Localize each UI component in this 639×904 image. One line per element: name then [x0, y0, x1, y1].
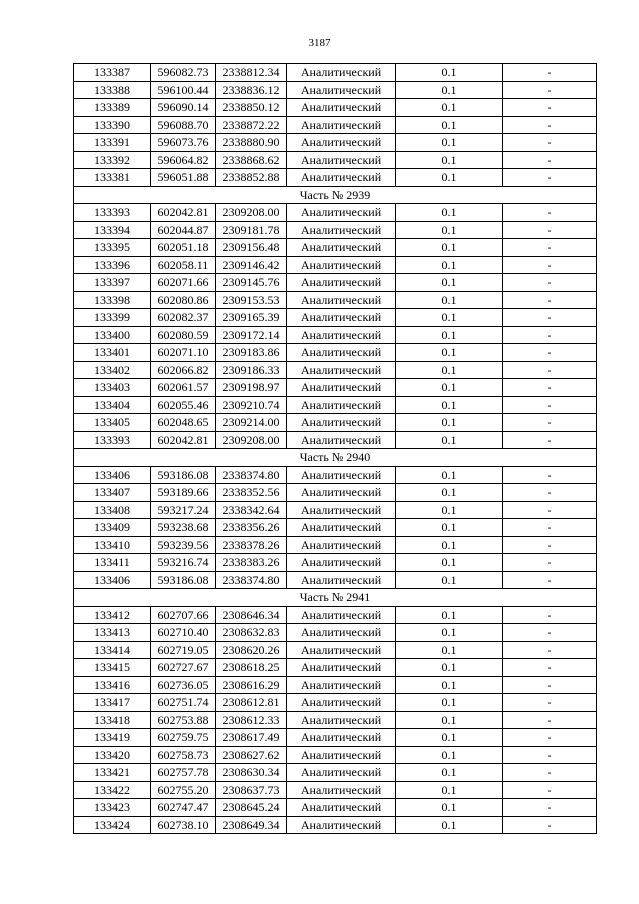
- method-cell: Аналитический: [287, 64, 396, 82]
- description-cell: -: [503, 554, 597, 572]
- x-coordinate-cell: 593186.08: [151, 571, 216, 589]
- page-number: 3187: [308, 37, 331, 49]
- description-cell: -: [503, 676, 597, 694]
- accuracy-cell: 0.1: [396, 151, 503, 169]
- method-cell: Аналитический: [287, 116, 396, 134]
- description-cell: -: [503, 291, 597, 309]
- method-cell: Аналитический: [287, 676, 396, 694]
- method-cell: Аналитический: [287, 361, 396, 379]
- point-number-cell: 133415: [74, 659, 151, 677]
- section-title: Часть № 2941: [74, 589, 597, 607]
- table-row: [74, 694, 597, 712]
- section-title: Часть № 2940: [74, 449, 597, 467]
- method-cell: Аналитический: [287, 431, 396, 449]
- table-row: [74, 99, 597, 117]
- accuracy-cell: 0.1: [396, 99, 503, 117]
- y-coordinate-cell: 2308646.34: [216, 606, 287, 624]
- method-cell: Аналитический: [287, 571, 396, 589]
- point-number-cell: 133387: [74, 64, 151, 82]
- accuracy-cell: 0.1: [396, 571, 503, 589]
- table-row: [74, 799, 597, 817]
- accuracy-cell: 0.1: [396, 309, 503, 327]
- method-cell: Аналитический: [287, 239, 396, 257]
- description-cell: -: [503, 431, 597, 449]
- x-coordinate-cell: 602710.40: [151, 624, 216, 642]
- y-coordinate-cell: 2309210.74: [216, 396, 287, 414]
- method-cell: Аналитический: [287, 221, 396, 239]
- y-coordinate-cell: 2308630.34: [216, 764, 287, 782]
- y-coordinate-cell: 2338850.12: [216, 99, 287, 117]
- accuracy-cell: 0.1: [396, 641, 503, 659]
- method-cell: Аналитический: [287, 379, 396, 397]
- point-number-cell: 133390: [74, 116, 151, 134]
- table-row: [74, 729, 597, 747]
- description-cell: -: [503, 344, 597, 362]
- y-coordinate-cell: 2308618.25: [216, 659, 287, 677]
- table-row: [74, 239, 597, 257]
- point-number-cell: 133409: [74, 519, 151, 537]
- method-cell: Аналитический: [287, 659, 396, 677]
- method-cell: Аналитический: [287, 151, 396, 169]
- method-cell: Аналитический: [287, 204, 396, 222]
- accuracy-cell: 0.1: [396, 729, 503, 747]
- description-cell: -: [503, 169, 597, 187]
- table-row: [74, 221, 597, 239]
- y-coordinate-cell: 2309208.00: [216, 204, 287, 222]
- description-cell: -: [503, 659, 597, 677]
- table-row: [74, 764, 597, 782]
- point-number-cell: 133388: [74, 81, 151, 99]
- point-number-cell: 133389: [74, 99, 151, 117]
- table-row: [74, 134, 597, 152]
- accuracy-cell: 0.1: [396, 291, 503, 309]
- x-coordinate-cell: 602042.81: [151, 431, 216, 449]
- method-cell: Аналитический: [287, 764, 396, 782]
- description-cell: -: [503, 414, 597, 432]
- y-coordinate-cell: 2308649.34: [216, 816, 287, 834]
- method-cell: Аналитический: [287, 256, 396, 274]
- point-number-cell: 133407: [74, 484, 151, 502]
- method-cell: Аналитический: [287, 746, 396, 764]
- y-coordinate-cell: 2338356.26: [216, 519, 287, 537]
- method-cell: Аналитический: [287, 466, 396, 484]
- accuracy-cell: 0.1: [396, 221, 503, 239]
- x-coordinate-cell: 602759.75: [151, 729, 216, 747]
- x-coordinate-cell: 602066.82: [151, 361, 216, 379]
- y-coordinate-cell: 2308645.24: [216, 799, 287, 817]
- description-cell: -: [503, 361, 597, 379]
- point-number-cell: 133420: [74, 746, 151, 764]
- description-cell: -: [503, 781, 597, 799]
- table-row: [74, 571, 597, 589]
- description-cell: -: [503, 519, 597, 537]
- accuracy-cell: 0.1: [396, 624, 503, 642]
- x-coordinate-cell: 596051.88: [151, 169, 216, 187]
- accuracy-cell: 0.1: [396, 361, 503, 379]
- point-number-cell: 133417: [74, 694, 151, 712]
- point-number-cell: 133381: [74, 169, 151, 187]
- table-row: [74, 204, 597, 222]
- accuracy-cell: 0.1: [396, 764, 503, 782]
- description-cell: -: [503, 99, 597, 117]
- table-row: [74, 291, 597, 309]
- method-cell: Аналитический: [287, 554, 396, 572]
- point-number-cell: 133424: [74, 816, 151, 834]
- accuracy-cell: 0.1: [396, 816, 503, 834]
- table-row: [74, 116, 597, 134]
- x-coordinate-cell: 602719.05: [151, 641, 216, 659]
- y-coordinate-cell: 2308627.62: [216, 746, 287, 764]
- table-row: [74, 396, 597, 414]
- x-coordinate-cell: 593239.56: [151, 536, 216, 554]
- table-row: [74, 536, 597, 554]
- y-coordinate-cell: 2338374.80: [216, 571, 287, 589]
- point-number-cell: 133414: [74, 641, 151, 659]
- accuracy-cell: 0.1: [396, 519, 503, 537]
- accuracy-cell: 0.1: [396, 501, 503, 519]
- method-cell: Аналитический: [287, 99, 396, 117]
- point-number-cell: 133395: [74, 239, 151, 257]
- method-cell: Аналитический: [287, 799, 396, 817]
- y-coordinate-cell: 2338836.12: [216, 81, 287, 99]
- description-cell: -: [503, 274, 597, 292]
- description-cell: -: [503, 239, 597, 257]
- point-number-cell: 133396: [74, 256, 151, 274]
- x-coordinate-cell: 602751.74: [151, 694, 216, 712]
- method-cell: Аналитический: [287, 414, 396, 432]
- description-cell: -: [503, 799, 597, 817]
- y-coordinate-cell: 2309208.00: [216, 431, 287, 449]
- x-coordinate-cell: 596082.73: [151, 64, 216, 82]
- method-cell: Аналитический: [287, 536, 396, 554]
- x-coordinate-cell: 602044.87: [151, 221, 216, 239]
- point-number-cell: 133398: [74, 291, 151, 309]
- table-row: [74, 81, 597, 99]
- accuracy-cell: 0.1: [396, 204, 503, 222]
- point-number-cell: 133392: [74, 151, 151, 169]
- point-number-cell: 133410: [74, 536, 151, 554]
- point-number-cell: 133421: [74, 764, 151, 782]
- x-coordinate-cell: 602058.11: [151, 256, 216, 274]
- accuracy-cell: 0.1: [396, 484, 503, 502]
- accuracy-cell: 0.1: [396, 746, 503, 764]
- table-row: [74, 746, 597, 764]
- point-number-cell: 133394: [74, 221, 151, 239]
- table-row: [74, 554, 597, 572]
- description-cell: -: [503, 204, 597, 222]
- accuracy-cell: 0.1: [396, 431, 503, 449]
- description-cell: -: [503, 396, 597, 414]
- x-coordinate-cell: 602051.18: [151, 239, 216, 257]
- point-number-cell: 133402: [74, 361, 151, 379]
- description-cell: -: [503, 134, 597, 152]
- point-number-cell: 133418: [74, 711, 151, 729]
- accuracy-cell: 0.1: [396, 711, 503, 729]
- y-coordinate-cell: 2338378.26: [216, 536, 287, 554]
- point-number-cell: 133408: [74, 501, 151, 519]
- x-coordinate-cell: 602082.37: [151, 309, 216, 327]
- accuracy-cell: 0.1: [396, 676, 503, 694]
- x-coordinate-cell: 593189.66: [151, 484, 216, 502]
- accuracy-cell: 0.1: [396, 256, 503, 274]
- point-number-cell: 133399: [74, 309, 151, 327]
- table-row: [74, 256, 597, 274]
- y-coordinate-cell: 2308620.26: [216, 641, 287, 659]
- accuracy-cell: 0.1: [396, 81, 503, 99]
- method-cell: Аналитический: [287, 816, 396, 834]
- y-coordinate-cell: 2308612.81: [216, 694, 287, 712]
- point-number-cell: 133397: [74, 274, 151, 292]
- y-coordinate-cell: 2338852.88: [216, 169, 287, 187]
- point-number-cell: 133416: [74, 676, 151, 694]
- accuracy-cell: 0.1: [396, 379, 503, 397]
- y-coordinate-cell: 2338812.34: [216, 64, 287, 82]
- table-row: [74, 379, 597, 397]
- y-coordinate-cell: 2309156.48: [216, 239, 287, 257]
- table-row: [74, 711, 597, 729]
- x-coordinate-cell: 596064.82: [151, 151, 216, 169]
- point-number-cell: 133423: [74, 799, 151, 817]
- description-cell: -: [503, 816, 597, 834]
- y-coordinate-cell: 2309146.42: [216, 256, 287, 274]
- description-cell: -: [503, 571, 597, 589]
- x-coordinate-cell: 602755.20: [151, 781, 216, 799]
- x-coordinate-cell: 602736.05: [151, 676, 216, 694]
- x-coordinate-cell: 602747.47: [151, 799, 216, 817]
- coordinates-table: [73, 63, 597, 834]
- description-cell: -: [503, 256, 597, 274]
- table-row: [74, 816, 597, 834]
- table-row: [74, 484, 597, 502]
- method-cell: Аналитический: [287, 291, 396, 309]
- point-number-cell: 133419: [74, 729, 151, 747]
- y-coordinate-cell: 2309153.53: [216, 291, 287, 309]
- table-row: [74, 169, 597, 187]
- method-cell: Аналитический: [287, 326, 396, 344]
- description-cell: -: [503, 501, 597, 519]
- description-cell: -: [503, 729, 597, 747]
- point-number-cell: 133403: [74, 379, 151, 397]
- x-coordinate-cell: 593217.24: [151, 501, 216, 519]
- accuracy-cell: 0.1: [396, 274, 503, 292]
- table-row: [74, 466, 597, 484]
- accuracy-cell: 0.1: [396, 466, 503, 484]
- method-cell: Аналитический: [287, 519, 396, 537]
- table-row: [74, 414, 597, 432]
- method-cell: Аналитический: [287, 694, 396, 712]
- table-row: [74, 781, 597, 799]
- description-cell: -: [503, 641, 597, 659]
- point-number-cell: 133412: [74, 606, 151, 624]
- description-cell: -: [503, 484, 597, 502]
- table-row: [74, 151, 597, 169]
- x-coordinate-cell: 596100.44: [151, 81, 216, 99]
- x-coordinate-cell: 602071.10: [151, 344, 216, 362]
- point-number-cell: 133422: [74, 781, 151, 799]
- accuracy-cell: 0.1: [396, 64, 503, 82]
- x-coordinate-cell: 593238.68: [151, 519, 216, 537]
- table-row: [74, 519, 597, 537]
- y-coordinate-cell: 2338352.56: [216, 484, 287, 502]
- accuracy-cell: 0.1: [396, 169, 503, 187]
- table-row: [74, 431, 597, 449]
- section-title: Часть № 2939: [74, 186, 597, 204]
- x-coordinate-cell: 602707.66: [151, 606, 216, 624]
- description-cell: -: [503, 466, 597, 484]
- description-cell: -: [503, 764, 597, 782]
- point-number-cell: 133406: [74, 466, 151, 484]
- x-coordinate-cell: 602042.81: [151, 204, 216, 222]
- table-row: [74, 309, 597, 327]
- method-cell: Аналитический: [287, 729, 396, 747]
- description-cell: -: [503, 694, 597, 712]
- accuracy-cell: 0.1: [396, 694, 503, 712]
- table-row: [74, 326, 597, 344]
- x-coordinate-cell: 602757.78: [151, 764, 216, 782]
- description-cell: -: [503, 81, 597, 99]
- method-cell: Аналитический: [287, 501, 396, 519]
- method-cell: Аналитический: [287, 484, 396, 502]
- point-number-cell: 133393: [74, 431, 151, 449]
- table-row: [74, 344, 597, 362]
- section-header-row: [74, 589, 597, 607]
- y-coordinate-cell: 2308616.29: [216, 676, 287, 694]
- accuracy-cell: 0.1: [396, 606, 503, 624]
- y-coordinate-cell: 2309198.97: [216, 379, 287, 397]
- x-coordinate-cell: 596073.76: [151, 134, 216, 152]
- x-coordinate-cell: 602753.88: [151, 711, 216, 729]
- accuracy-cell: 0.1: [396, 326, 503, 344]
- method-cell: Аналитический: [287, 134, 396, 152]
- x-coordinate-cell: 602061.57: [151, 379, 216, 397]
- description-cell: -: [503, 221, 597, 239]
- table-row: [74, 676, 597, 694]
- y-coordinate-cell: 2308617.49: [216, 729, 287, 747]
- method-cell: Аналитический: [287, 711, 396, 729]
- y-coordinate-cell: 2309183.86: [216, 344, 287, 362]
- method-cell: Аналитический: [287, 81, 396, 99]
- description-cell: -: [503, 746, 597, 764]
- x-coordinate-cell: 593186.08: [151, 466, 216, 484]
- x-coordinate-cell: 602727.67: [151, 659, 216, 677]
- coordinates-table-body: [74, 64, 597, 834]
- description-cell: -: [503, 711, 597, 729]
- point-number-cell: 133411: [74, 554, 151, 572]
- accuracy-cell: 0.1: [396, 659, 503, 677]
- x-coordinate-cell: 602738.10: [151, 816, 216, 834]
- point-number-cell: 133400: [74, 326, 151, 344]
- point-number-cell: 133405: [74, 414, 151, 432]
- method-cell: Аналитический: [287, 781, 396, 799]
- description-cell: -: [503, 379, 597, 397]
- point-number-cell: 133406: [74, 571, 151, 589]
- accuracy-cell: 0.1: [396, 554, 503, 572]
- table-row: [74, 64, 597, 82]
- table-row: [74, 659, 597, 677]
- method-cell: Аналитический: [287, 169, 396, 187]
- y-coordinate-cell: 2338342.64: [216, 501, 287, 519]
- point-number-cell: 133391: [74, 134, 151, 152]
- table-row: [74, 501, 597, 519]
- x-coordinate-cell: 596088.70: [151, 116, 216, 134]
- description-cell: -: [503, 536, 597, 554]
- method-cell: Аналитический: [287, 606, 396, 624]
- x-coordinate-cell: 602071.66: [151, 274, 216, 292]
- x-coordinate-cell: 602048.65: [151, 414, 216, 432]
- accuracy-cell: 0.1: [396, 134, 503, 152]
- x-coordinate-cell: 602758.73: [151, 746, 216, 764]
- section-header-row: [74, 186, 597, 204]
- y-coordinate-cell: 2338880.90: [216, 134, 287, 152]
- y-coordinate-cell: 2309214.00: [216, 414, 287, 432]
- point-number-cell: 133413: [74, 624, 151, 642]
- x-coordinate-cell: 593216.74: [151, 554, 216, 572]
- y-coordinate-cell: 2338383.26: [216, 554, 287, 572]
- method-cell: Аналитический: [287, 396, 396, 414]
- point-number-cell: 133401: [74, 344, 151, 362]
- x-coordinate-cell: 602055.46: [151, 396, 216, 414]
- description-cell: -: [503, 624, 597, 642]
- method-cell: Аналитический: [287, 624, 396, 642]
- accuracy-cell: 0.1: [396, 396, 503, 414]
- y-coordinate-cell: 2309186.33: [216, 361, 287, 379]
- section-header-row: [74, 449, 597, 467]
- y-coordinate-cell: 2309172.14: [216, 326, 287, 344]
- x-coordinate-cell: 596090.14: [151, 99, 216, 117]
- description-cell: -: [503, 64, 597, 82]
- method-cell: Аналитический: [287, 641, 396, 659]
- table-row: [74, 606, 597, 624]
- method-cell: Аналитический: [287, 344, 396, 362]
- y-coordinate-cell: 2338374.80: [216, 466, 287, 484]
- description-cell: -: [503, 116, 597, 134]
- accuracy-cell: 0.1: [396, 116, 503, 134]
- y-coordinate-cell: 2338868.62: [216, 151, 287, 169]
- y-coordinate-cell: 2338872.22: [216, 116, 287, 134]
- method-cell: Аналитический: [287, 309, 396, 327]
- description-cell: -: [503, 326, 597, 344]
- description-cell: -: [503, 309, 597, 327]
- y-coordinate-cell: 2308637.73: [216, 781, 287, 799]
- description-cell: -: [503, 606, 597, 624]
- method-cell: Аналитический: [287, 274, 396, 292]
- y-coordinate-cell: 2308612.33: [216, 711, 287, 729]
- accuracy-cell: 0.1: [396, 536, 503, 554]
- y-coordinate-cell: 2309165.39: [216, 309, 287, 327]
- table-row: [74, 274, 597, 292]
- x-coordinate-cell: 602080.86: [151, 291, 216, 309]
- description-cell: -: [503, 151, 597, 169]
- point-number-cell: 133393: [74, 204, 151, 222]
- y-coordinate-cell: 2309181.78: [216, 221, 287, 239]
- y-coordinate-cell: 2308632.83: [216, 624, 287, 642]
- accuracy-cell: 0.1: [396, 781, 503, 799]
- accuracy-cell: 0.1: [396, 344, 503, 362]
- accuracy-cell: 0.1: [396, 414, 503, 432]
- y-coordinate-cell: 2309145.76: [216, 274, 287, 292]
- accuracy-cell: 0.1: [396, 239, 503, 257]
- table-row: [74, 361, 597, 379]
- x-coordinate-cell: 602080.59: [151, 326, 216, 344]
- accuracy-cell: 0.1: [396, 799, 503, 817]
- point-number-cell: 133404: [74, 396, 151, 414]
- table-row: [74, 624, 597, 642]
- table-row: [74, 641, 597, 659]
